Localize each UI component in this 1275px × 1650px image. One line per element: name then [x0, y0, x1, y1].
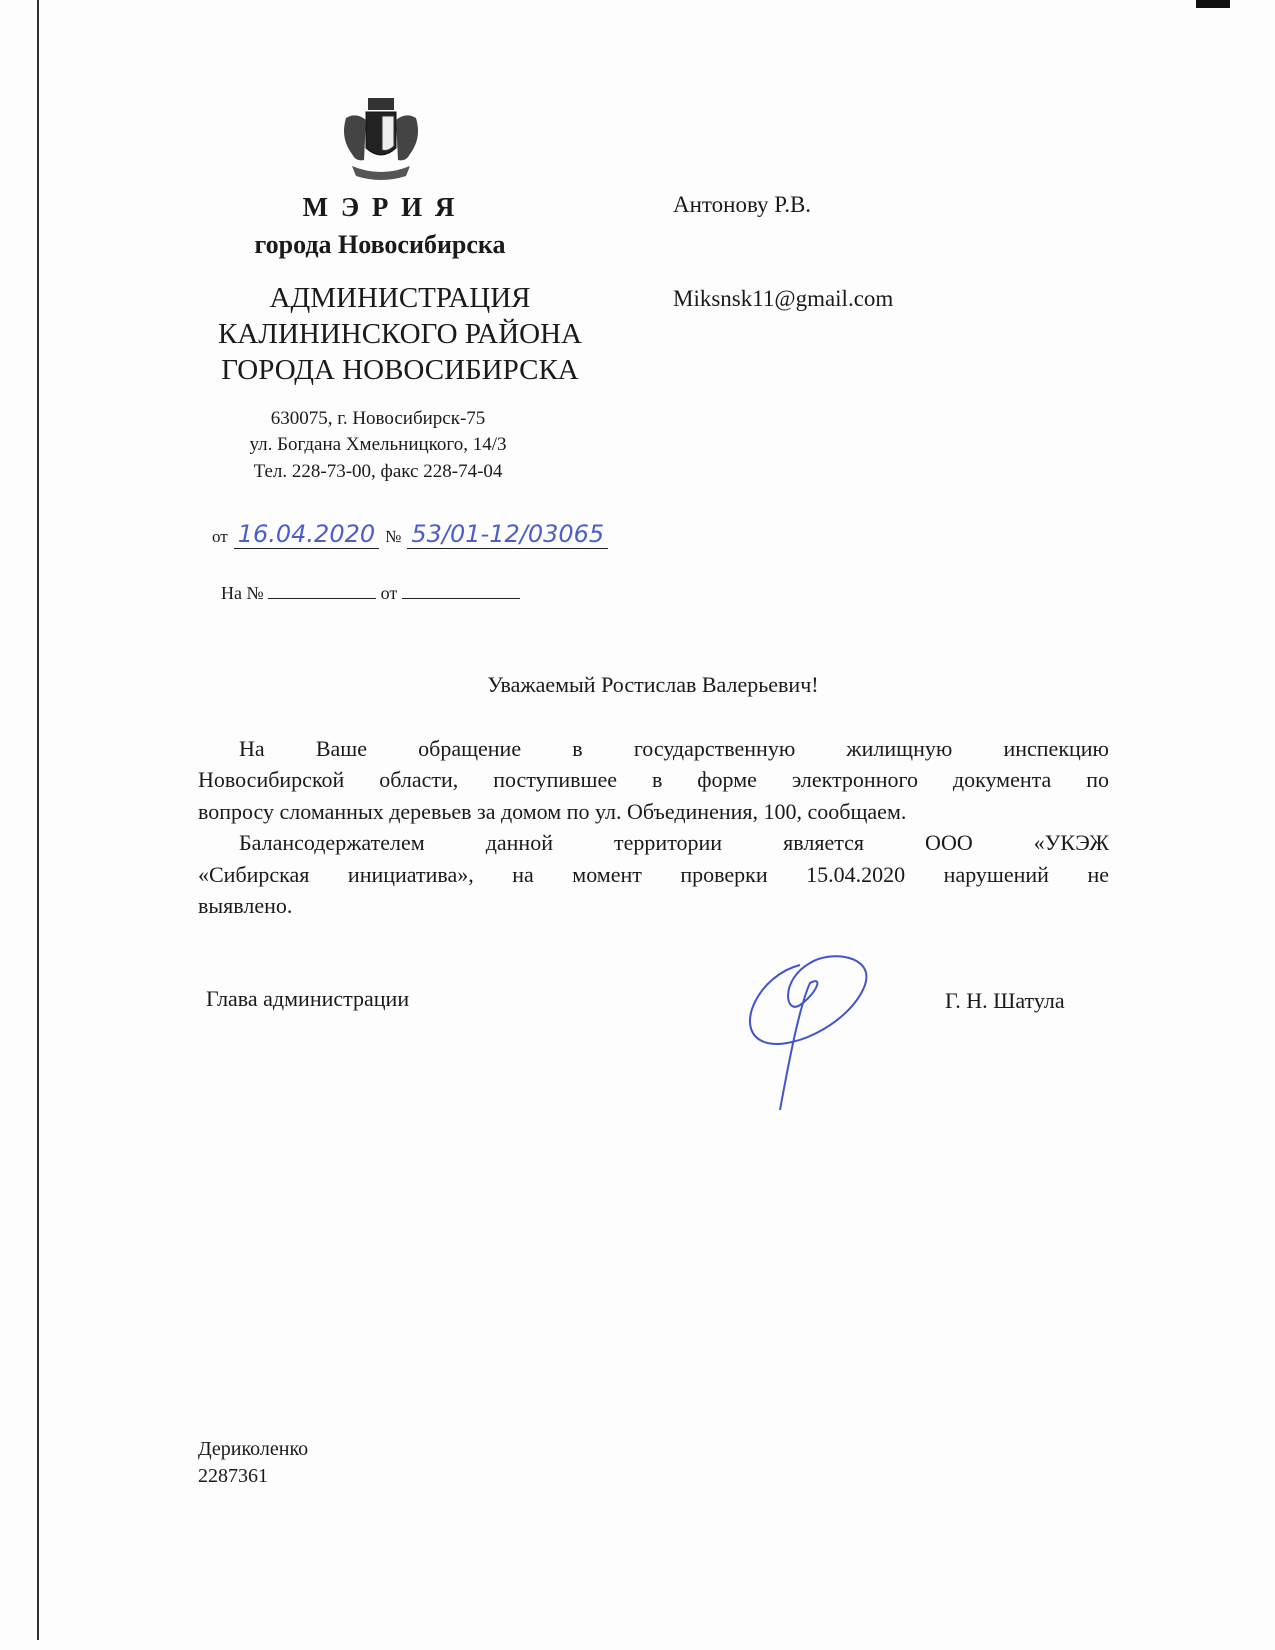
address-line-2: ул. Богдана Хмельницкого, 14/3: [249, 434, 507, 455]
admin-line-3: ГОРОДА НОВОСИБИРСКА: [221, 354, 579, 386]
letter-number: 53/01-12/03065: [407, 520, 608, 549]
reply-reference-line: [221, 582, 520, 604]
reference-line: [212, 520, 608, 549]
handwritten-signature: [740, 945, 890, 1115]
address-line-1: 630075, г. Новосибирск-75: [270, 408, 486, 429]
admin-line-2: КАЛИНИНСКОГО РАЙОНА: [217, 318, 583, 350]
signatory-position: Глава администрации: [206, 986, 410, 1011]
reply-from-label: от: [380, 583, 398, 603]
scan-edge: [37, 0, 39, 1640]
admin-line-1: АДМИНИСТРАЦИЯ: [269, 282, 531, 314]
from-label: от: [212, 527, 228, 546]
executor-name: Дериколенко: [198, 1438, 309, 1460]
body-line-2: Новосибирской области, поступившее в форме электронного документа по: [198, 767, 1109, 792]
mayoralty-title: М Э Р И Я: [302, 192, 458, 222]
body-line-4: Балансодержателем данной территории является ООО «УКЭЖ: [239, 830, 1109, 855]
recipient-email: Miksnsk11@gmail.com: [673, 286, 894, 311]
body-line-3: вопросу сломанных деревьев за домом по ул. Объединения, 100, сообщаем.: [198, 799, 907, 824]
letter-date: 16.04.2020: [234, 520, 379, 549]
address-line-3: Тел. 228-73-00, факс 228-74-04: [253, 461, 503, 482]
scan-artifact: [1196, 0, 1230, 8]
coat-of-arms-emblem: [338, 96, 424, 186]
executor-phone: 2287361: [198, 1465, 268, 1487]
greeting: Уважаемый Ростислав Валерьевич!: [487, 672, 819, 697]
signatory-name: Г. Н. Шатула: [945, 988, 1065, 1013]
body-line-5: «Сибирская инициатива», на момент проверки 15.04.2020 нарушений не: [198, 862, 1109, 887]
body-line-6: выявлено.: [198, 893, 293, 918]
reply-no-label: На №: [221, 583, 264, 603]
number-label: №: [385, 527, 402, 546]
recipient-name: Антонову Р.В.: [673, 192, 812, 217]
body-line-1: На Ваше обращение в государственную жилищную инспекцию: [239, 736, 1109, 761]
city-title: города Новосибирска: [254, 230, 506, 259]
